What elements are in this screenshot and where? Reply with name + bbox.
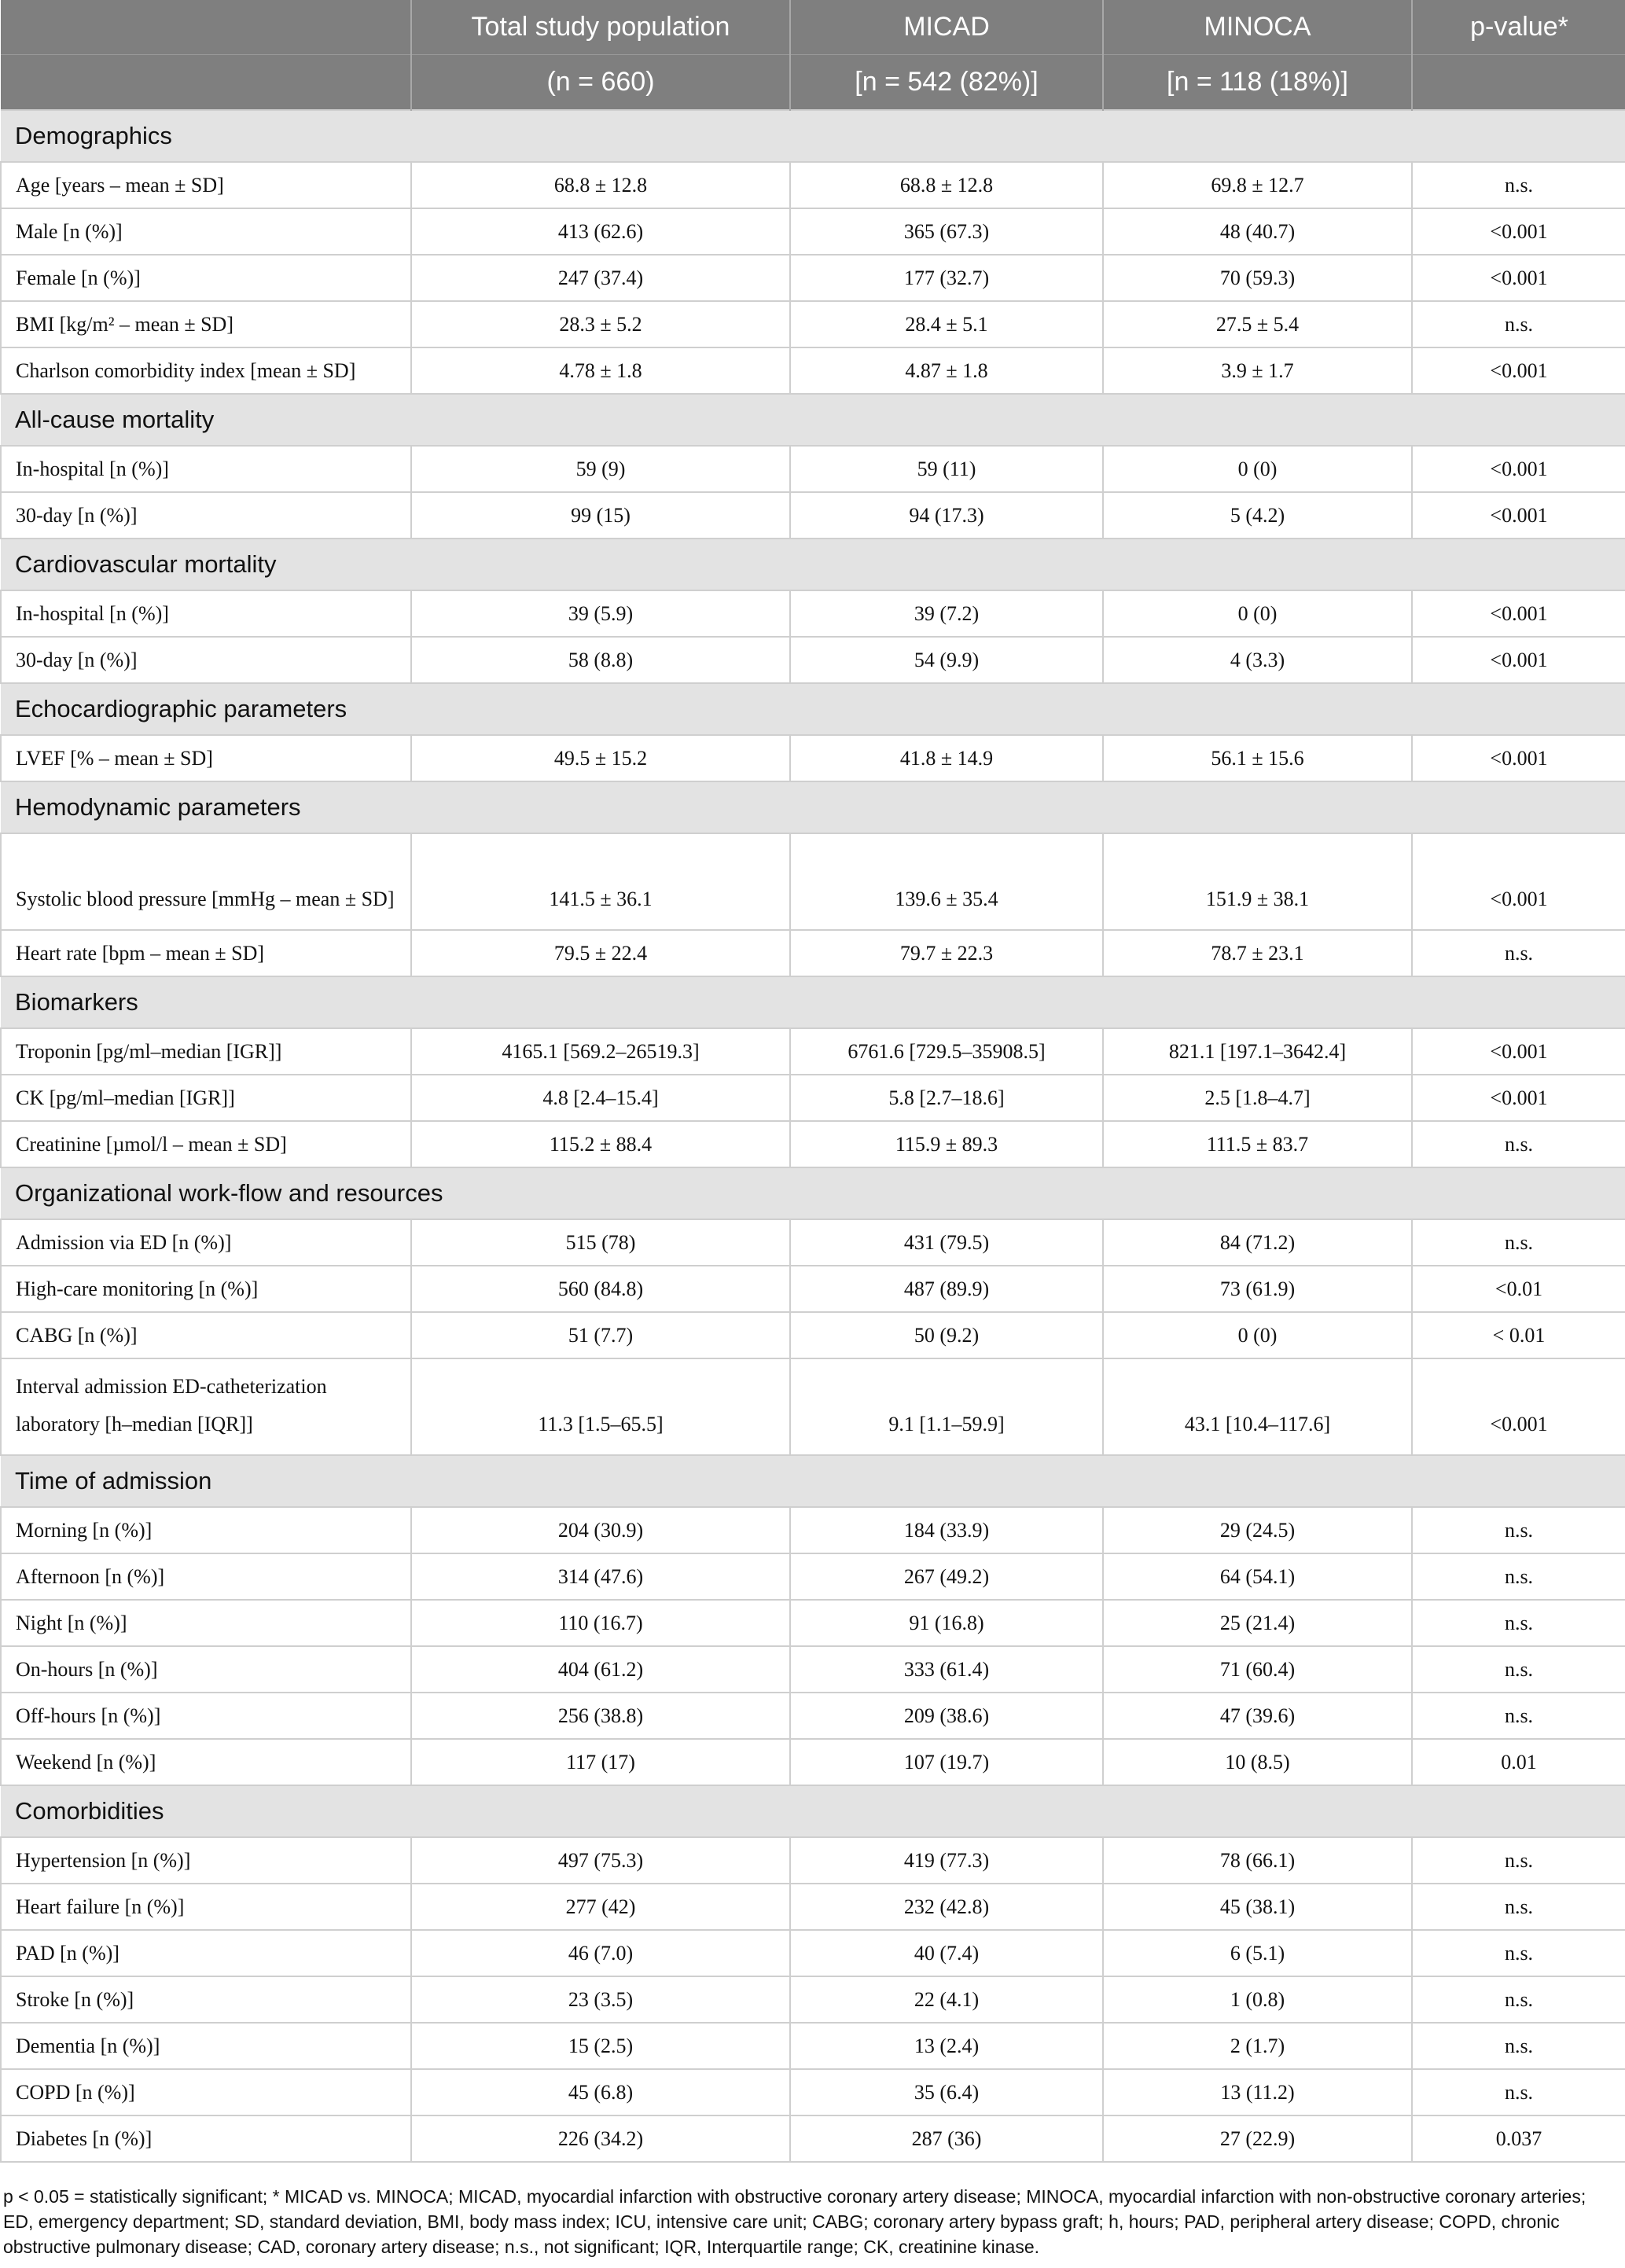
row-label: Diabetes [n (%)] [1, 2115, 411, 2162]
table-cell: 209 (38.6) [790, 1693, 1103, 1739]
table-footnote: p < 0.05 = statistically significant; * MICAD vs. MINOCA; MICAD, myocardial infarction with obstructive coronary artery disease; MINOCA, myocardial infarction with non-obstructive coronary arteries; ED, emergency department; SD, standard deviation, BMI, body mass index; ICU, intensive care unit; CABG; coronary artery bypass graft; h, hours; PAD, peripheral artery disease; COPD, chronic obstructive pulmonary disease; CAD, coronary artery disease; n.s., not significant; IQR, Interquartile range; CK, creatinine kinase. [3, 2186, 1586, 2257]
table-cell: 497 (75.3) [411, 1837, 790, 1884]
table-row [1, 301, 1625, 347]
table-cell: 91 (16.8) [790, 1600, 1103, 1646]
row-label: Off-hours [n (%)] [1, 1693, 411, 1739]
table-cell: 56.1 ± 15.6 [1103, 735, 1412, 781]
row-label: In-hospital [n (%)] [1, 446, 411, 492]
table-row [1, 930, 1625, 976]
section-title: Biomarkers [1, 976, 1625, 1028]
header-row-1 [1, 0, 1625, 55]
table-cell: <0.001 [1412, 1075, 1625, 1121]
table-cell: 0 (0) [1103, 1312, 1412, 1358]
header-cell [1, 55, 411, 111]
table-row [1, 255, 1625, 301]
table-row [1, 208, 1625, 255]
header-cell: [n = 542 (82%)] [790, 55, 1103, 111]
table-cell: 419 (77.3) [790, 1837, 1103, 1884]
table-cell: <0.001 [1412, 833, 1625, 930]
table-cell: 277 (42) [411, 1884, 790, 1930]
table-cell: n.s. [1412, 162, 1625, 208]
table-cell: 5.8 [2.7–18.6] [790, 1075, 1103, 1121]
header-cell: MINOCA [1103, 0, 1412, 55]
section-title: Time of admission [1, 1455, 1625, 1507]
table-cell: 204 (30.9) [411, 1507, 790, 1553]
table-cell: n.s. [1412, 1553, 1625, 1600]
table-cell: 23 (3.5) [411, 1976, 790, 2023]
table-row [1, 1312, 1625, 1358]
table-row [1, 1075, 1625, 1121]
table-cell: <0.001 [1412, 347, 1625, 394]
table-cell: 5 (4.2) [1103, 492, 1412, 539]
table-cell: 365 (67.3) [790, 208, 1103, 255]
table-cell: 71 (60.4) [1103, 1646, 1412, 1693]
row-label: Morning [n (%)] [1, 1507, 411, 1553]
table-row [1, 637, 1625, 683]
table-row [1, 162, 1625, 208]
table-cell: 1 (0.8) [1103, 1976, 1412, 2023]
table-row [1, 1219, 1625, 1266]
section-header-row [1, 394, 1625, 446]
row-label: CK [pg/ml–median [IGR]] [1, 1075, 411, 1121]
row-label: Dementia [n (%)] [1, 2023, 411, 2069]
section-title: Cardiovascular mortality [1, 539, 1625, 590]
table-cell: n.s. [1412, 1646, 1625, 1693]
table-cell: 59 (11) [790, 446, 1103, 492]
table-cell: 6 (5.1) [1103, 1930, 1412, 1976]
table-cell: 821.1 [197.1–3642.4] [1103, 1028, 1412, 1075]
table-cell: 35 (6.4) [790, 2069, 1103, 2115]
table-cell: n.s. [1412, 1600, 1625, 1646]
table-cell: n.s. [1412, 2023, 1625, 2069]
table-cell: 43.1 [10.4–117.6] [1103, 1358, 1412, 1455]
section-header-row [1, 683, 1625, 735]
table-cell: n.s. [1412, 301, 1625, 347]
table-cell: 487 (89.9) [790, 1266, 1103, 1312]
table-row [1, 833, 1625, 930]
table-cell: 51 (7.7) [411, 1312, 790, 1358]
table-cell: n.s. [1412, 1884, 1625, 1930]
header-cell: Total study population [411, 0, 790, 55]
table-cell: <0.001 [1412, 1028, 1625, 1075]
table-cell: 10 (8.5) [1103, 1739, 1412, 1785]
row-label: PAD [n (%)] [1, 1930, 411, 1976]
table-row [1, 347, 1625, 394]
row-label: Admission via ED [n (%)] [1, 1219, 411, 1266]
table-cell: 404 (61.2) [411, 1646, 790, 1693]
table-cell: 4 (3.3) [1103, 637, 1412, 683]
header-cell: [n = 118 (18%)] [1103, 55, 1412, 111]
table-cell: 28.4 ± 5.1 [790, 301, 1103, 347]
table-cell: <0.001 [1412, 590, 1625, 637]
row-label: BMI [kg/m² – mean ± SD] [1, 301, 411, 347]
table-cell: 4.8 [2.4–15.4] [411, 1075, 790, 1121]
table-cell: 4.87 ± 1.8 [790, 347, 1103, 394]
table-row [1, 1884, 1625, 1930]
table-cell: 25 (21.4) [1103, 1600, 1412, 1646]
table-cell: 29 (24.5) [1103, 1507, 1412, 1553]
table-cell: 45 (38.1) [1103, 1884, 1412, 1930]
table-cell: 177 (32.7) [790, 255, 1103, 301]
table-cell: 79.5 ± 22.4 [411, 930, 790, 976]
table-row [1, 1646, 1625, 1693]
row-label: Stroke [n (%)] [1, 1976, 411, 2023]
row-label: Heart rate [bpm – mean ± SD] [1, 930, 411, 976]
row-label: 30-day [n (%)] [1, 637, 411, 683]
table-row [1, 2069, 1625, 2115]
section-header-row [1, 1785, 1625, 1837]
section-header-row [1, 1167, 1625, 1219]
table-cell: 6761.6 [729.5–35908.5] [790, 1028, 1103, 1075]
table-header [1, 0, 1625, 110]
row-label: Age [years – mean ± SD] [1, 162, 411, 208]
table-cell: n.s. [1412, 1219, 1625, 1266]
header-cell: p-value* [1412, 0, 1625, 55]
row-label: Weekend [n (%)] [1, 1739, 411, 1785]
table-cell: 46 (7.0) [411, 1930, 790, 1976]
table-cell: 59 (9) [411, 446, 790, 492]
table-cell: 0.037 [1412, 2115, 1625, 2162]
table-cell: 111.5 ± 83.7 [1103, 1121, 1412, 1167]
table-cell: 79.7 ± 22.3 [790, 930, 1103, 976]
table-cell: 256 (38.8) [411, 1693, 790, 1739]
row-label: Heart failure [n (%)] [1, 1884, 411, 1930]
table-cell: n.s. [1412, 930, 1625, 976]
table-cell: 333 (61.4) [790, 1646, 1103, 1693]
table-cell: 69.8 ± 12.7 [1103, 162, 1412, 208]
row-label: Creatinine [µmol/l – mean ± SD] [1, 1121, 411, 1167]
table-row [1, 1837, 1625, 1884]
table-cell: 226 (34.2) [411, 2115, 790, 2162]
table-cell: <0.001 [1412, 255, 1625, 301]
table-cell: <0.001 [1412, 208, 1625, 255]
table-cell: <0.001 [1412, 735, 1625, 781]
table-cell: 50 (9.2) [790, 1312, 1103, 1358]
table-cell: <0.001 [1412, 1358, 1625, 1455]
table-cell: 184 (33.9) [790, 1507, 1103, 1553]
table-cell: 3.9 ± 1.7 [1103, 347, 1412, 394]
row-label: Systolic blood pressure [mmHg – mean ± SD] [1, 833, 411, 930]
table-cell: 247 (37.4) [411, 255, 790, 301]
table-cell: 117 (17) [411, 1739, 790, 1785]
table-cell: 27 (22.9) [1103, 2115, 1412, 2162]
section-header-row [1, 110, 1625, 162]
table-cell: <0.001 [1412, 637, 1625, 683]
table-cell: 141.5 ± 36.1 [411, 833, 790, 930]
table-row [1, 735, 1625, 781]
table-cell: 94 (17.3) [790, 492, 1103, 539]
table-cell: n.s. [1412, 1121, 1625, 1167]
section-title: Hemodynamic parameters [1, 781, 1625, 833]
table-row [1, 492, 1625, 539]
table-cell: 27.5 ± 5.4 [1103, 301, 1412, 347]
section-header-row [1, 1455, 1625, 1507]
table-cell: <0.001 [1412, 446, 1625, 492]
table-cell: 41.8 ± 14.9 [790, 735, 1103, 781]
header-cell [1412, 55, 1625, 111]
table-cell: n.s. [1412, 1976, 1625, 2023]
table-cell: 115.2 ± 88.4 [411, 1121, 790, 1167]
table-row [1, 1266, 1625, 1312]
table-row [1, 1028, 1625, 1075]
table-cell: 560 (84.8) [411, 1266, 790, 1312]
table-row [1, 446, 1625, 492]
table-cell: n.s. [1412, 1507, 1625, 1553]
table-row [1, 590, 1625, 637]
table-cell: 287 (36) [790, 2115, 1103, 2162]
table-cell: 0 (0) [1103, 446, 1412, 492]
table-row [1, 1600, 1625, 1646]
table-cell: 39 (7.2) [790, 590, 1103, 637]
table-cell: <0.001 [1412, 492, 1625, 539]
table-cell: 4165.1 [569.2–26519.3] [411, 1028, 790, 1075]
table-cell: 413 (62.6) [411, 208, 790, 255]
row-label: In-hospital [n (%)] [1, 590, 411, 637]
table-row [1, 1553, 1625, 1600]
table-row [1, 1930, 1625, 1976]
table-cell: 68.8 ± 12.8 [411, 162, 790, 208]
table-cell: 232 (42.8) [790, 1884, 1103, 1930]
table-cell: n.s. [1412, 1693, 1625, 1739]
table-cell: n.s. [1412, 2069, 1625, 2115]
row-label: Night [n (%)] [1, 1600, 411, 1646]
table-cell: 39 (5.9) [411, 590, 790, 637]
section-header-row [1, 781, 1625, 833]
section-title: Organizational work-flow and resources [1, 1167, 1625, 1219]
row-label: Charlson comorbidity index [mean ± SD] [1, 347, 411, 394]
table-cell: 99 (15) [411, 492, 790, 539]
table-row [1, 1976, 1625, 2023]
header-cell [1, 0, 411, 55]
table-cell: 15 (2.5) [411, 2023, 790, 2069]
table-body [1, 110, 1625, 2162]
table-row [1, 1358, 1625, 1455]
table-cell: 2.5 [1.8–4.7] [1103, 1075, 1412, 1121]
section-title: Demographics [1, 110, 1625, 162]
row-label: Troponin [pg/ml–median [IGR]] [1, 1028, 411, 1075]
table-cell: n.s. [1412, 1930, 1625, 1976]
table-cell: 314 (47.6) [411, 1553, 790, 1600]
row-label: COPD [n (%)] [1, 2069, 411, 2115]
row-label: Male [n (%)] [1, 208, 411, 255]
row-label: Afternoon [n (%)] [1, 1553, 411, 1600]
table-cell: < 0.01 [1412, 1312, 1625, 1358]
table-cell: n.s. [1412, 1837, 1625, 1884]
table-cell: 267 (49.2) [790, 1553, 1103, 1600]
table-cell: 78.7 ± 23.1 [1103, 930, 1412, 976]
table-cell: 13 (11.2) [1103, 2069, 1412, 2115]
table-cell: 58 (8.8) [411, 637, 790, 683]
table-row [1, 1507, 1625, 1553]
table-cell: 2 (1.7) [1103, 2023, 1412, 2069]
table-cell: 115.9 ± 89.3 [790, 1121, 1103, 1167]
header-cell: MICAD [790, 0, 1103, 55]
row-label: High-care monitoring [n (%)] [1, 1266, 411, 1312]
row-label: LVEF [% – mean ± SD] [1, 735, 411, 781]
table-cell: 4.78 ± 1.8 [411, 347, 790, 394]
table-cell: 110 (16.7) [411, 1600, 790, 1646]
table-cell: 47 (39.6) [1103, 1693, 1412, 1739]
row-label: Female [n (%)] [1, 255, 411, 301]
table-cell: 78 (66.1) [1103, 1837, 1412, 1884]
table-cell: 54 (9.9) [790, 637, 1103, 683]
table-cell: 13 (2.4) [790, 2023, 1103, 2069]
row-label: On-hours [n (%)] [1, 1646, 411, 1693]
table-row [1, 1693, 1625, 1739]
table-row [1, 2023, 1625, 2069]
table-row [1, 1739, 1625, 1785]
table-cell: 151.9 ± 38.1 [1103, 833, 1412, 930]
table-cell: 0.01 [1412, 1739, 1625, 1785]
section-title: All-cause mortality [1, 394, 1625, 446]
table-cell: 40 (7.4) [790, 1930, 1103, 1976]
header-cell: (n = 660) [411, 55, 790, 111]
header-row-2 [1, 55, 1625, 111]
table-cell: 9.1 [1.1–59.9] [790, 1358, 1103, 1455]
table-cell: 431 (79.5) [790, 1219, 1103, 1266]
row-label: CABG [n (%)] [1, 1312, 411, 1358]
table-cell: 48 (40.7) [1103, 208, 1412, 255]
table-cell: <0.01 [1412, 1266, 1625, 1312]
table-cell: 84 (71.2) [1103, 1219, 1412, 1266]
section-title: Echocardiographic parameters [1, 683, 1625, 735]
table-row [1, 1121, 1625, 1167]
table-cell: 139.6 ± 35.4 [790, 833, 1103, 930]
section-header-row [1, 976, 1625, 1028]
table-cell: 28.3 ± 5.2 [411, 301, 790, 347]
table-cell: 68.8 ± 12.8 [790, 162, 1103, 208]
row-label: Interval admission ED-catheterization laboratory [h–median [IQR]] [1, 1358, 411, 1455]
section-title: Comorbidities [1, 1785, 1625, 1837]
table-cell: 49.5 ± 15.2 [411, 735, 790, 781]
table-cell: 11.3 [1.5–65.5] [411, 1358, 790, 1455]
table-cell: 107 (19.7) [790, 1739, 1103, 1785]
table-cell: 45 (6.8) [411, 2069, 790, 2115]
table-cell: 0 (0) [1103, 590, 1412, 637]
table-cell: 70 (59.3) [1103, 255, 1412, 301]
table-cell: 73 (61.9) [1103, 1266, 1412, 1312]
table-row [1, 2115, 1625, 2162]
row-label: Hypertension [n (%)] [1, 1837, 411, 1884]
table-cell: 515 (78) [411, 1219, 790, 1266]
section-header-row [1, 539, 1625, 590]
table-cell: 64 (54.1) [1103, 1553, 1412, 1600]
table-cell: 22 (4.1) [790, 1976, 1103, 2023]
row-label: 30-day [n (%)] [1, 492, 411, 539]
